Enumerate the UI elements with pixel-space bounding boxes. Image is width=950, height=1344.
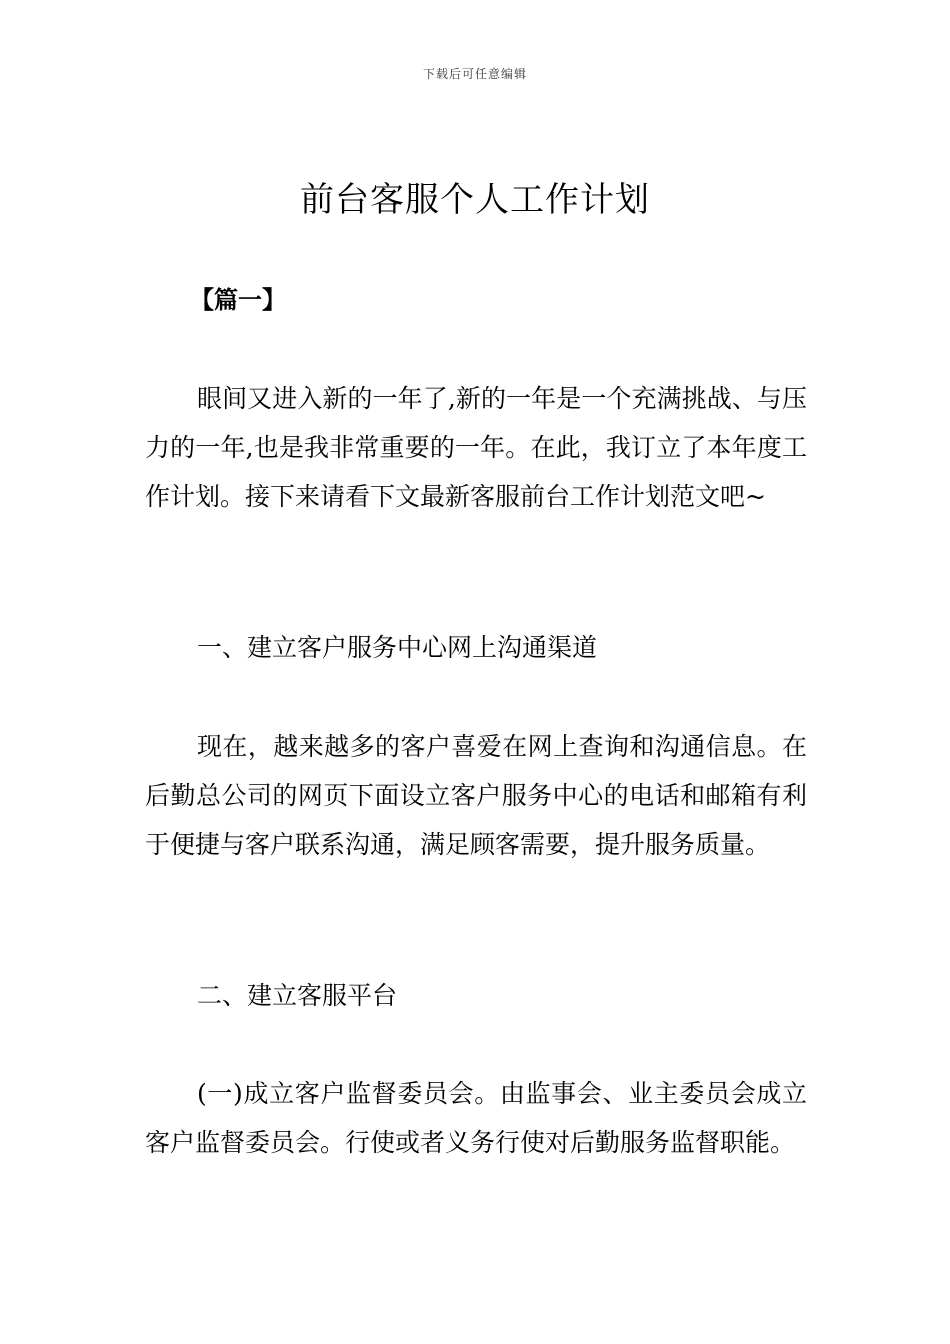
section-heading-2: 二、建立客服平台 (197, 981, 398, 1010)
body-paragraph-1: 现在，越来越多的客户喜爱在网上查询和沟通信息。在后勤总公司的网页下面设立客户服务中心的电话和邮箱有利于便捷与客户联系沟通，满足顾客需要，提升服务质量。 (145, 732, 807, 859)
header-note: 下载后可任意编辑 (422, 67, 527, 81)
intro-paragraph: 眼间又进入新的一年了,新的一年是一个充满挑战、与压力的一年,也是我非常重要的一年。在此，我订立了本年度工作计划。接下来请看下文最新客服前台工作计划范文吧~ (145, 384, 807, 511)
section-heading-1: 一、建立客户服务中心网上沟通渠道 (197, 633, 598, 662)
section-label: 【篇一】 (190, 285, 286, 314)
body-paragraph-2: (一)成立客户监督委员会。由监事会、业主委员会成立客户监督委员会。行使或者义务行使对后勤服务监督职能。 (145, 1079, 807, 1157)
document-title: 前台客服个人工作计划 (300, 180, 650, 220)
